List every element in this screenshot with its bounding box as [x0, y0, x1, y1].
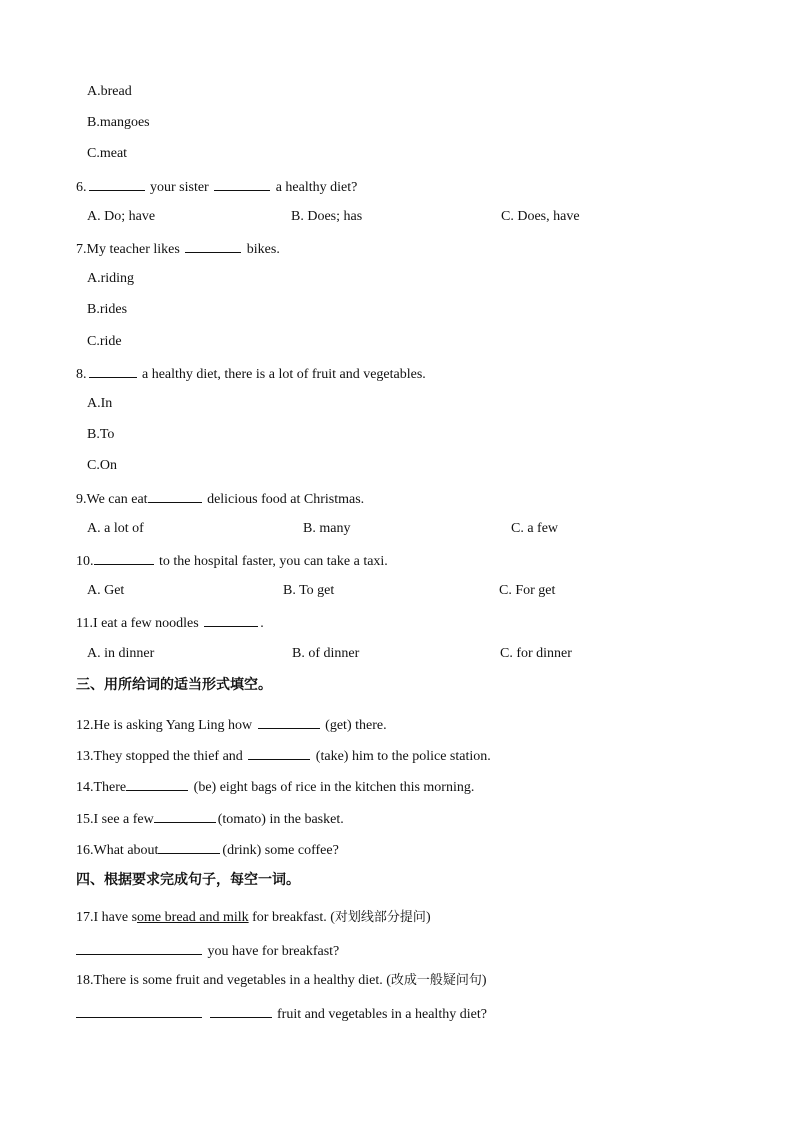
answer-blank[interactable]: [185, 239, 241, 253]
answer-blank[interactable]: [214, 177, 270, 191]
q7-option-b: B.rides: [87, 302, 128, 317]
answer-blank[interactable]: [158, 840, 220, 854]
answer-blank[interactable]: [204, 613, 258, 627]
answer-blank[interactable]: [154, 809, 216, 823]
q6-option-c: C. Does, have: [501, 209, 580, 224]
q5-option-b: B.mangoes: [87, 115, 150, 130]
answer-blank[interactable]: [126, 777, 188, 791]
q6-option-b: B. Does; has: [291, 209, 363, 224]
q5-option-a: A.bread: [87, 84, 132, 99]
question-number: 9.: [76, 492, 87, 507]
question-12: 12.He is asking Yang Ling how (get) there.: [76, 715, 387, 735]
question-14: 14.There (be) eight bags of rice in the kitchen this morning.: [76, 777, 474, 797]
answer-blank[interactable]: [76, 941, 202, 955]
question-11: 11.I eat a few noodles .: [76, 613, 264, 633]
question-number: 11.: [76, 616, 93, 631]
question-6: 6. your sister a healthy diet?: [76, 177, 357, 197]
section-4-title: 四、根据要求完成句子，每空一词。: [76, 872, 300, 888]
question-number: 8.: [76, 367, 87, 382]
q11-option-c: C. for dinner: [500, 646, 572, 661]
question-number: 10.: [76, 554, 94, 569]
question-number: 18.: [76, 973, 94, 988]
question-18: 18.There is some fruit and vegetables in a healthy diet. (改成一般疑问句): [76, 973, 487, 988]
answer-blank[interactable]: [94, 551, 154, 565]
question-number: 13.: [76, 749, 94, 764]
answer-blank[interactable]: [148, 489, 202, 503]
question-9: 9.We can eat delicious food at Christmas.: [76, 489, 364, 509]
q11-option-b: B. of dinner: [292, 646, 360, 661]
question-number: 14.: [76, 780, 94, 795]
instruction: 改成一般疑问句: [390, 973, 482, 988]
question-number: 16.: [76, 843, 94, 858]
question-16: 16.What about (drink) some coffee?: [76, 840, 339, 860]
answer-blank[interactable]: [210, 1004, 272, 1018]
q10-option-b: B. To get: [283, 583, 335, 598]
answer-blank[interactable]: [76, 1004, 202, 1018]
answer-blank[interactable]: [258, 715, 320, 729]
answer-blank[interactable]: [89, 364, 137, 378]
q10-option-c: C. For get: [499, 583, 556, 598]
q7-option-a: A.riding: [87, 271, 135, 286]
q10-option-a: A. Get: [87, 583, 125, 598]
q6-option-a: A. Do; have: [87, 209, 156, 224]
question-17-answer: you have for breakfast?: [76, 941, 339, 961]
q11-option-a: A. in dinner: [87, 646, 155, 661]
q5-option-c: C.meat: [87, 146, 128, 161]
question-number: 6.: [76, 180, 87, 195]
question-15: 15.I see a few (tomato) in the basket.: [76, 809, 344, 829]
question-17: 17.I have some bread and milk for breakfast. (对划线部分提问): [76, 910, 431, 925]
q8-option-c: C.On: [87, 458, 117, 473]
question-number: 12.: [76, 718, 94, 733]
question-number: 15.: [76, 812, 94, 827]
q8-option-b: B.To: [87, 427, 115, 442]
question-7: 7.My teacher likes bikes.: [76, 239, 280, 259]
q9-option-a: A. a lot of: [87, 521, 144, 536]
q9-option-b: B. many: [303, 521, 351, 536]
question-18-answer: fruit and vegetables in a healthy diet?: [76, 1004, 487, 1024]
question-8: 8. a healthy diet, there is a lot of fruit and vegetables.: [76, 364, 426, 384]
question-10: 10. to the hospital faster, you can take a taxi.: [76, 551, 388, 571]
q8-option-a: A.In: [87, 396, 113, 411]
answer-blank[interactable]: [248, 746, 310, 760]
answer-blank[interactable]: [89, 177, 145, 191]
section-3-title: 三、用所给词的适当形式填空。: [76, 677, 272, 693]
underlined-phrase: ome bread and milk: [137, 910, 249, 925]
q7-option-c: C.ride: [87, 334, 122, 349]
question-number: 17.: [76, 910, 94, 925]
instruction: 对划线部分提问: [334, 910, 426, 925]
q9-option-c: C. a few: [511, 521, 559, 536]
question-13: 13.They stopped the thief and (take) him to the police station.: [76, 746, 491, 766]
question-number: 7.: [76, 242, 87, 257]
